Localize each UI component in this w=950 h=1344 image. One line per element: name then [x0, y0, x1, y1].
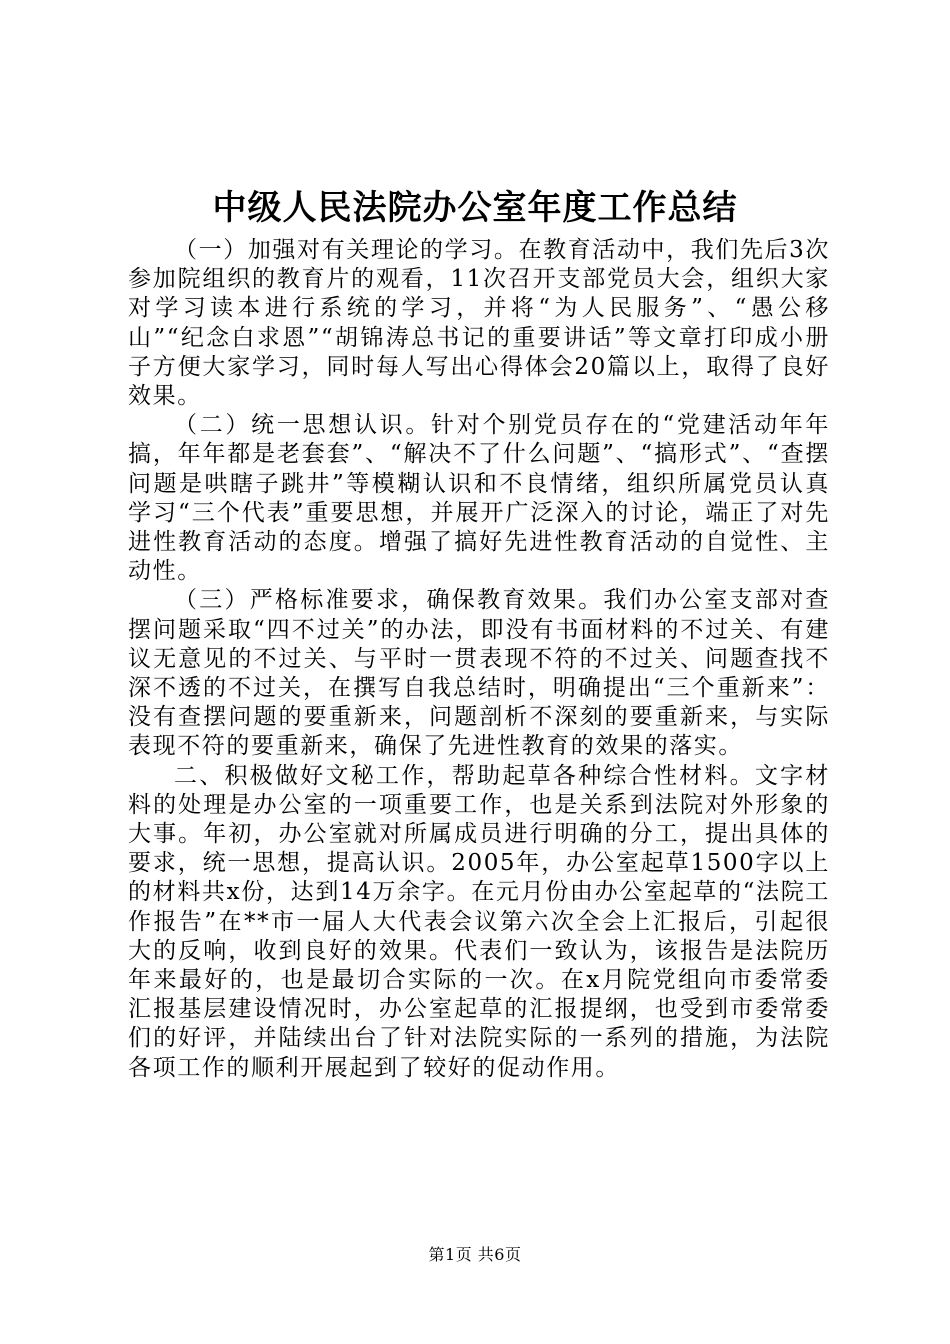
document-title: 中级人民法院办公室年度工作总结 — [212, 188, 738, 228]
page-footer: 第1页 共6页 — [428, 1245, 522, 1264]
paragraph-theory-study: （一）加强对有关理论的学习。在教育活动中，我们先后3次参加院组织的教育片的观看，11次召开支部党员大会，组织大家对学习读本进行系统的学习，并将“为人民服务”、“愚公移山”“纪念白求恩”“胡锦涛总书记的重要讲话”等文章打印成小册子方便大家学习，同时每人写出心得体会20篇以上，取得了良好效果。 — [128, 237, 830, 410]
paragraph-secretarial-work: 二、积极做好文秘工作，帮助起草各种综合性材料。文字材料的处理是办公室的一项重要工作，也是关系到法院对外形象的大事。年初，办公室就对所属成员进行明确的分工，提出具体的要求，统一思想，提高认识。2005年，办公室起草1500字以上的材料共x份，达到14万余字。在元月份由办公室起草的“法院工作报告”在**市一届人大代表会议第六次全会上汇报后，引起很大的反响，收到良好的效果。代表们一致认为，该报告是法院历年来最好的，也是最切合实际的一次。在x月院党组向市委常委汇报基层建设情况时，办公室起草的汇报提纲，也受到市委常委们的好评，并陆续出台了针对法院实际的一系列的措施，为法院各项工作的顺利开展起到了较好的促动作用。 — [128, 762, 830, 1081]
paragraph-strict-standards: （三）严格标准要求，确保教育效果。我们办公室支部对查摆问题采取“四不过关”的办法，即没有书面材料的不过关、有建议无意见的不过关、与平时一贯表现不符的不过关、问题查找不深不透的不过关，在撰写自我总结时，明确提出“三个重新来”：没有查摆问题的要重新来，问题剖析不深刻的要重新来，与实际表现不符的要重新来，确保了先进性教育的效果的落实。 — [128, 587, 830, 760]
document-body — [128, 236, 830, 1083]
paragraph-unify-thinking: （二）统一思想认识。针对个别党员存在的“党建活动年年搞，年年都是老套套”、“解决不了什么问题”、“搞形式”、“查摆问题是哄瞎子跳井”等模糊认识和不良情绪，组织所属党员认真学习“三个代表”重要思想，并展开广泛深入的讨论，端正了对先进性教育活动的态度。增强了搞好先进性教育活动的自觉性、主动性。 — [128, 412, 830, 585]
